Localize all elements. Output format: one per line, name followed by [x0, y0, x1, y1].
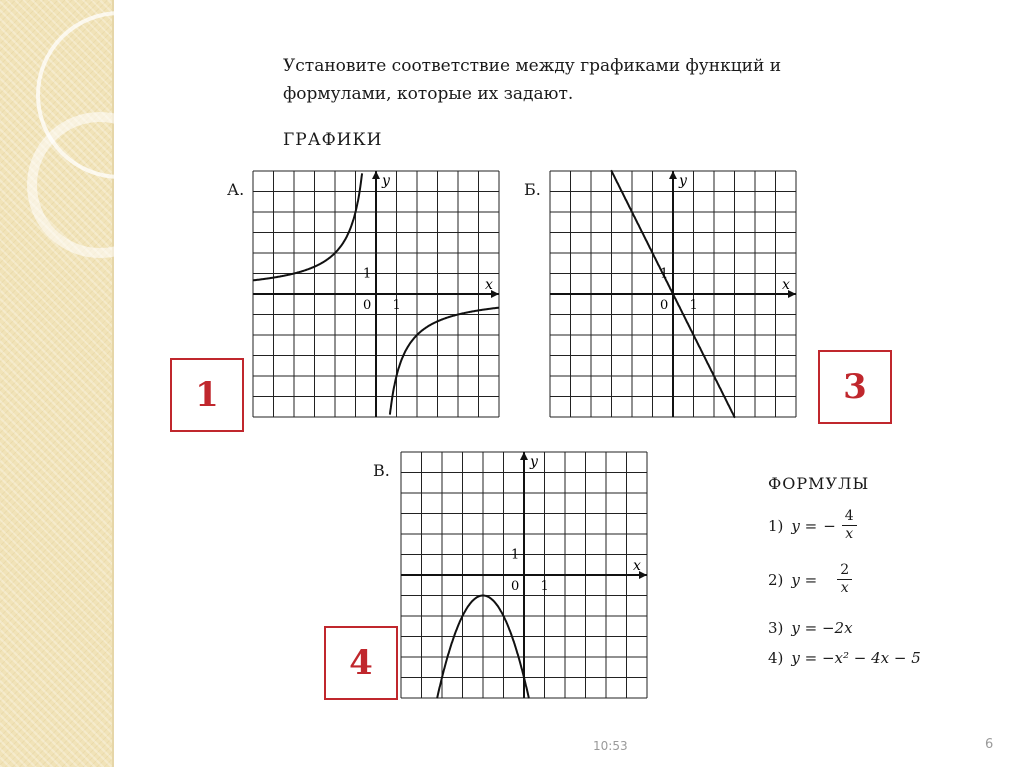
graph-v: [398, 449, 660, 711]
formula-1-denominator: x: [845, 526, 854, 542]
formula-1-number: 1): [768, 516, 784, 535]
graphs-heading: ГРАФИКИ: [283, 130, 383, 150]
footer-time: 10:53: [593, 739, 628, 753]
formula-4-expression: y = −x² − 4x − 5: [791, 649, 921, 667]
formula-3-number: 3): [768, 619, 784, 637]
graph-a-y-label: y: [382, 173, 390, 189]
formula-4: [768, 649, 927, 667]
formula-2-numerator: 2: [837, 562, 852, 580]
graph-a-axes: [253, 171, 499, 417]
decorative-circles: [0, 0, 200, 260]
formula-2-lhs: y =: [791, 570, 818, 589]
task-text-line-2: формулами, которые их задают.: [283, 84, 574, 104]
formula-4-number: 4): [768, 649, 784, 667]
formula-2-denominator: x: [840, 580, 849, 596]
graph-v-x-label: x: [633, 558, 641, 574]
formula-2-fraction: [837, 562, 852, 597]
graph-b-letter: Б.: [524, 180, 541, 199]
graph-b-x-label: x: [782, 277, 790, 293]
graph-v-origin-label: 0: [511, 579, 520, 594]
answer-box-graph-b: 3: [818, 350, 892, 424]
formula-3-expression: y = −2x: [791, 619, 853, 637]
graph-v-letter: В.: [373, 461, 390, 480]
graph-a-origin-label: 0: [363, 298, 372, 313]
graph-v-axes: [401, 452, 647, 698]
graph-b-unit-x-label: 1: [689, 298, 698, 313]
graph-b-y-label: y: [679, 173, 687, 189]
graph-v-unit-x-label: 1: [540, 579, 549, 594]
answer-box-graph-v: 4: [324, 626, 398, 700]
formula-2-number: 2): [768, 570, 784, 589]
graph-b-unit-y-label: 1: [660, 266, 669, 282]
graph-a: [250, 168, 512, 430]
graph-v-unit-y-label: 1: [511, 547, 520, 563]
graph-v-y-label: y: [530, 454, 538, 470]
graph-a-unit-x-label: 1: [392, 298, 401, 313]
formula-2: [768, 562, 852, 597]
formulas-heading: ФОРМУЛЫ: [768, 474, 870, 493]
answer-box-graph-a: 1: [170, 358, 244, 432]
graph-b: [547, 168, 809, 430]
formula-1-numerator: 4: [842, 508, 857, 526]
task-text-line-1: Установите соответствие между графиками функций и: [283, 56, 782, 76]
graph-a-letter: А.: [227, 180, 245, 199]
graph-a-unit-y-label: 1: [363, 266, 372, 282]
formula-1-lhs: y =: [791, 516, 818, 535]
footer-page-number: 6: [985, 737, 994, 752]
formula-1-sign: −: [823, 516, 836, 535]
graph-a-x-label: x: [485, 277, 493, 293]
graph-b-origin-label: 0: [660, 298, 669, 313]
formula-1-fraction: [842, 508, 857, 543]
formula-3: [768, 619, 859, 637]
formula-1: [768, 508, 857, 543]
